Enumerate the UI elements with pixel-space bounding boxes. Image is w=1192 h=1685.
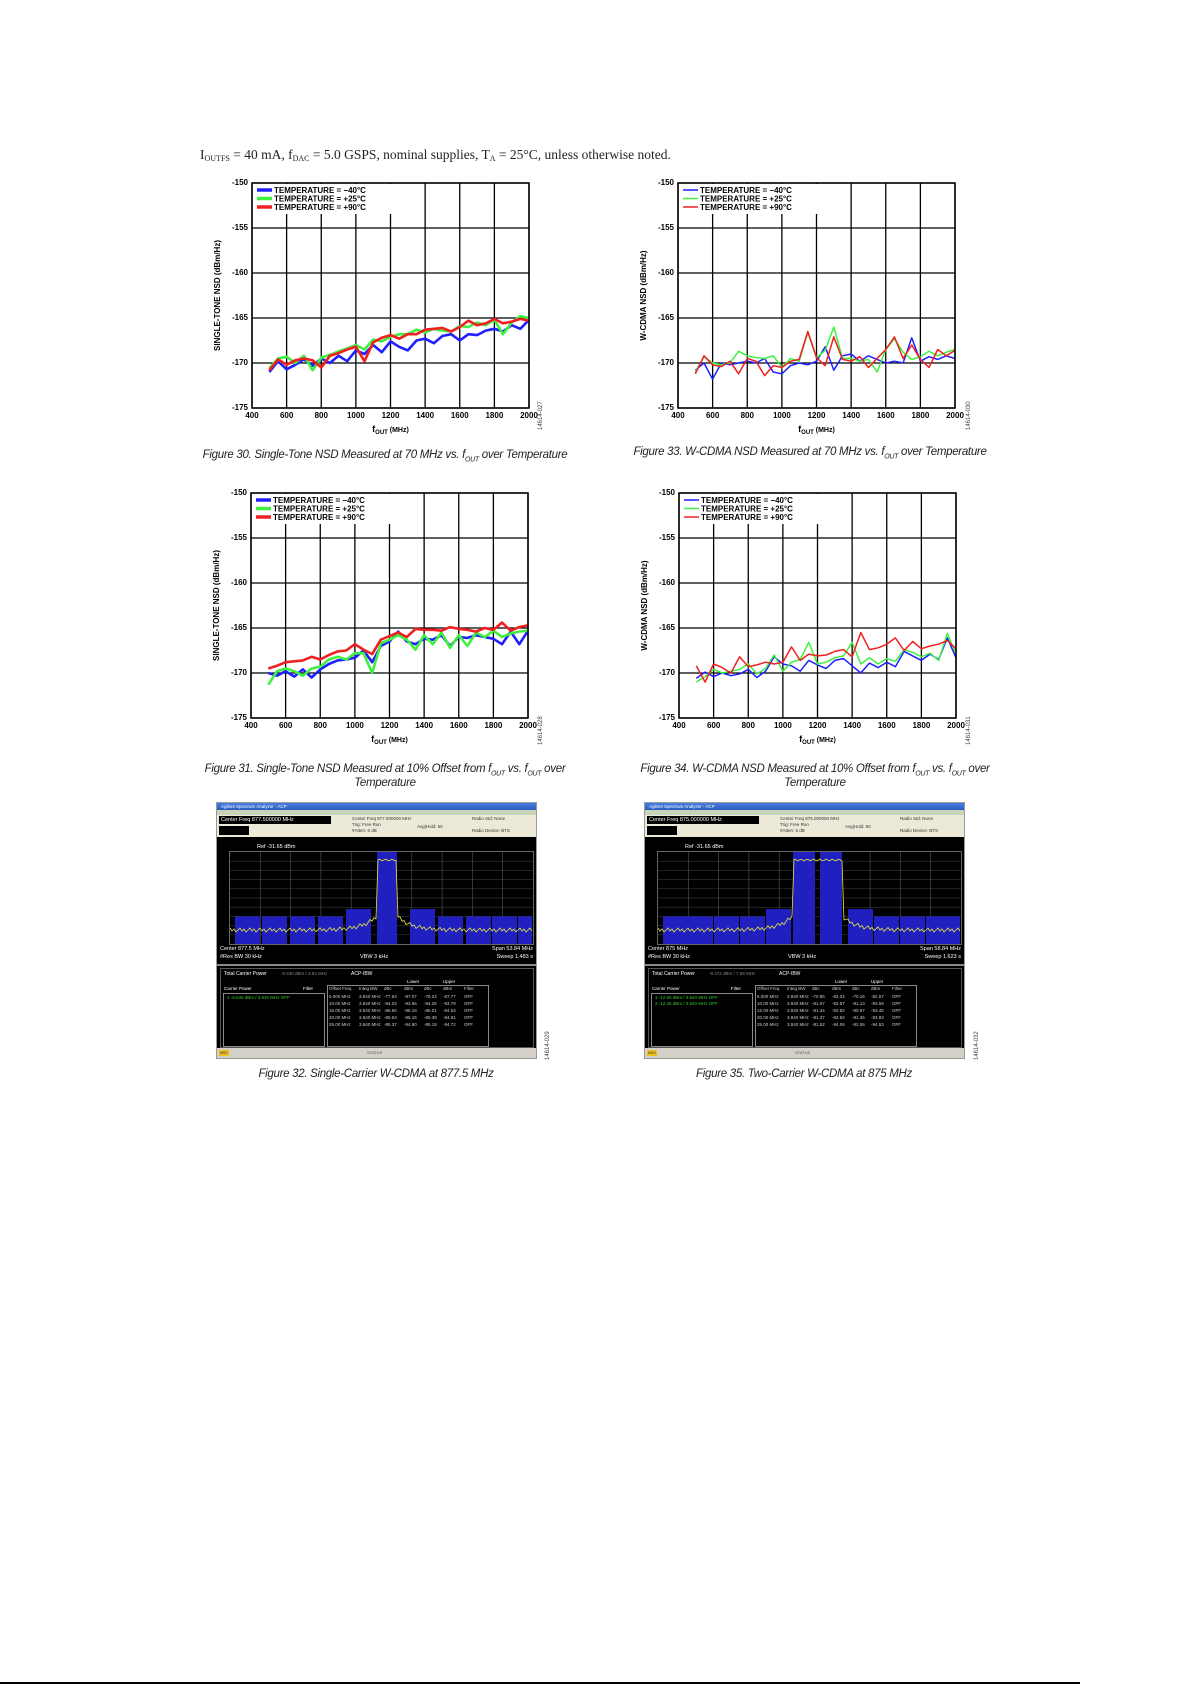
acp-cell: 3.840 MHz — [359, 1001, 381, 1006]
hdr-trig: Trig: Free Run — [352, 822, 381, 827]
spectrum-analyzer-screenshot-fig35 — [644, 802, 965, 1059]
channel-power-bar — [820, 852, 842, 944]
acp-cell: OFF — [892, 1022, 901, 1027]
y-tick-label: -170 — [658, 668, 675, 677]
acp-cell: 3.840 MHz — [787, 1022, 809, 1027]
y-tick-label: -160 — [658, 578, 675, 587]
upper-label: Upper — [871, 979, 884, 984]
caption-figure-32: Figure 32. Single-Carrier W-CDMA at 877.5 MHz — [258, 1068, 494, 1080]
x-tick-label: 1800 — [484, 721, 503, 730]
acp-cell: -77.54 — [384, 994, 397, 999]
test-conditions: $I_{OUTFS} = 40$ mA, $f_{DAC} = 5.0$ GSPS, nominal supplies, $T_A = 25^\circ C$, unless otherwise noted. — [200, 147, 671, 163]
acp-cell: OFF — [464, 1022, 473, 1027]
measurement-header — [217, 815, 536, 837]
carrier-row: 1 -9.530 dBm / 3.840 MHz OFF — [227, 995, 290, 1000]
carrier-power-label: Carrier Power — [652, 986, 680, 991]
x-tick-label: 600 — [705, 411, 720, 420]
acp-cell: 3.840 MHz — [787, 1001, 809, 1006]
y-tick-label: -155 — [231, 223, 248, 232]
carrier-power-label: Carrier Power — [224, 986, 252, 991]
x-tick-label: 1400 — [416, 411, 435, 420]
acp-column-header: Integ BW — [359, 986, 378, 991]
status-text: STATUS — [795, 1050, 811, 1055]
acp-cell: 15.00 MHz — [329, 1008, 351, 1013]
series-line-plus25c — [269, 316, 529, 370]
acp-cell: -94.72 — [443, 1022, 456, 1027]
figure-code: 14614-032 — [974, 1031, 980, 1060]
acp-column-header: dBm — [404, 986, 414, 991]
acp-cell: -93.83 — [871, 1015, 884, 1020]
x-tick-label: 1000 — [772, 411, 791, 420]
legend-label: TEMPERATURE = +90°C — [700, 203, 792, 212]
y-tick-label: -165 — [658, 623, 675, 632]
hdr-center: Center Freq 875.000000 MHz — [780, 816, 840, 821]
x-axis-title: $f_{OUT}$ $^{(MHz)}$ — [372, 424, 409, 436]
acp-cell: 25.00 MHz — [757, 1022, 779, 1027]
acp-cell: OFF — [892, 1015, 901, 1020]
acp-cell: -93.79 — [443, 1001, 456, 1006]
y-tick-label: -175 — [230, 713, 247, 722]
acp-cell: -93.59 — [871, 1001, 884, 1006]
y-tick-label: -155 — [657, 223, 674, 232]
acp-column-header: dBc — [384, 986, 392, 991]
footer-rule — [0, 1682, 1080, 1684]
x-tick-label: 400 — [671, 411, 685, 420]
acp-cell: -84.26 — [424, 1001, 437, 1006]
acp-cell: -70.85 — [812, 994, 825, 999]
vbw-label: VBW 3 kHz — [788, 954, 817, 960]
y-tick-label: -170 — [231, 358, 248, 367]
ref-level: Ref -31.65 dBm — [257, 844, 296, 850]
y-axis-title: SINGLE-TONE NSD (dBm/Hz) — [212, 550, 221, 661]
acp-cell: -94.54 — [443, 1008, 456, 1013]
acp-column-header: Offset Freq — [757, 986, 780, 991]
acp-cell: OFF — [892, 994, 901, 999]
series-line-plus90c — [695, 332, 955, 376]
hdr-atten: #Atten: 6 dB — [352, 828, 377, 833]
y-tick-label: -165 — [657, 313, 674, 322]
acp-cell: 3.840 MHz — [787, 1015, 809, 1020]
acp-column-header: dBc — [424, 986, 432, 991]
x-tick-label: 2000 — [519, 721, 537, 730]
acp-cell: -93.82 — [832, 1015, 845, 1020]
spectrum-plot — [229, 851, 534, 945]
filter-label: Filter — [303, 986, 313, 991]
figure-code: 14614-027 — [538, 401, 544, 430]
acp-cell: -81.07 — [812, 1001, 825, 1006]
x-tick-label: 400 — [244, 721, 258, 730]
acp-column-header: dBm — [871, 986, 881, 991]
acp-cell: -81.36 — [852, 1015, 865, 1020]
acp-cell: -85.63 — [384, 1015, 397, 1020]
acp-cell: -94.53 — [871, 1022, 884, 1027]
x-tick-label: 1400 — [842, 411, 861, 420]
acp-column-header: dBm — [443, 986, 453, 991]
acp-cell: -83.34 — [832, 994, 845, 999]
status-bar — [217, 1048, 536, 1058]
y-tick-label: -175 — [231, 403, 248, 412]
y-tick-label: -150 — [231, 178, 248, 187]
y-tick-label: -160 — [230, 578, 247, 587]
acp-ibw-label: ACP-IBW — [351, 971, 373, 977]
msg-indicator: MSG — [648, 1051, 656, 1055]
carrier-row: 1 -12.50 dBm / 3.840 MHz OFF — [655, 995, 718, 1000]
hdr-avg: Avg|Hold: 50 — [417, 824, 443, 829]
x-tick-label: 1000 — [346, 411, 365, 420]
channel-power-bar — [377, 852, 397, 944]
acp-cell: 3.840 MHz — [787, 1008, 809, 1013]
series-line-plus90c — [268, 623, 528, 669]
legend-label: TEMPERATURE = +25°C — [700, 194, 792, 204]
y-tick-label: -165 — [231, 313, 248, 322]
x-tick-label: 1800 — [911, 411, 930, 420]
acp-ibw-label: ACP-IBW — [779, 971, 801, 977]
acp-cell: -85.19 — [424, 1022, 437, 1027]
acp-cell: 5.000 MHz — [757, 994, 779, 999]
y-tick-label: -175 — [658, 713, 675, 722]
res-bw-label: #Res BW 30 kHz — [648, 954, 690, 960]
window-title: Agilent Spectrum Analyzer - ACP — [217, 803, 536, 810]
x-tick-label: 1000 — [773, 721, 792, 730]
x-tick-label: 1200 — [808, 721, 827, 730]
acp-cell: -95.16 — [404, 1015, 417, 1020]
acp-cell: 25.00 MHz — [329, 1022, 351, 1027]
x-tick-label: 400 — [245, 411, 259, 420]
acp-cell: -85.65 — [384, 1008, 397, 1013]
acp-cell: -95.18 — [404, 1008, 417, 1013]
acp-cell: -94.91 — [443, 1015, 456, 1020]
acp-column-header: Filter — [464, 986, 474, 991]
acp-column-header: dBc — [852, 986, 860, 991]
x-tick-label: 800 — [740, 411, 754, 420]
center-freq-display: Center Freq 877.500000 MHz — [219, 816, 331, 824]
acp-cell: -70.16 — [852, 994, 865, 999]
legend-label: TEMPERATURE = +25°C — [701, 504, 793, 514]
x-tick-label: 600 — [278, 721, 293, 730]
y-tick-label: -160 — [657, 268, 674, 277]
filter-label: Filter — [731, 986, 741, 991]
x-tick-label: 800 — [313, 721, 327, 730]
x-axis-title: $f_{OUT}$ $^{(MHz)}$ — [798, 424, 835, 436]
hdr-center: Center Freq 877.500000 MHz — [352, 816, 412, 821]
legend-label: TEMPERATURE = +25°C — [273, 504, 365, 514]
x-axis-title: $f_{OUT}$ $^{(MHz)}$ — [799, 734, 836, 746]
hdr-radio-device: Radio Device: BTS — [900, 828, 939, 833]
channel-power-bar — [766, 909, 791, 944]
acp-cell: OFF — [892, 1008, 901, 1013]
x-tick-label: 800 — [741, 721, 755, 730]
y-tick-label: -150 — [658, 488, 675, 497]
acp-cell: OFF — [464, 1008, 473, 1013]
y-axis-title: W-CDMA NSD (dBm/Hz) — [639, 250, 648, 341]
acp-column-header: dBm — [832, 986, 842, 991]
acp-cell: 10.00 MHz — [329, 1001, 351, 1006]
acp-cell: OFF — [464, 994, 473, 999]
channel-power-bar — [793, 852, 815, 944]
total-carrier-power-value: -9.530 dBm / 3.84 MHz — [281, 971, 328, 976]
hdr-avg: Avg|Hold: 50 — [845, 824, 871, 829]
x-tick-label: 1600 — [877, 721, 896, 730]
sweep-label: Sweep 1.483 s — [496, 954, 533, 960]
y-tick-label: -170 — [657, 358, 674, 367]
spectrum-analyzer-screenshot-fig32 — [216, 802, 537, 1059]
hdr-radio-device: Radio Device: BTS — [472, 828, 511, 833]
y-tick-label: -175 — [657, 403, 674, 412]
window-title: Agilent Spectrum Analyzer - ACP — [645, 803, 964, 810]
center-label: Center 877.5 MHz — [220, 946, 265, 952]
acp-cell: -81.34 — [812, 1008, 825, 1013]
measurement-header — [645, 815, 964, 837]
legend-label: TEMPERATURE = −40°C — [273, 496, 365, 505]
chart-figure-30 — [202, 173, 552, 453]
y-tick-label: -150 — [230, 488, 247, 497]
acp-cell: -94.90 — [404, 1022, 417, 1027]
sweep-label: Sweep 1.623 s — [924, 954, 961, 960]
hdr-trig: Trig: Free Run — [780, 822, 809, 827]
acp-column-header: dBc — [812, 986, 820, 991]
acp-cell: 10.00 MHz — [757, 1001, 779, 1006]
hdr-radio-std: Radio Std: None — [472, 816, 506, 821]
acp-cell: -93.45 — [871, 1008, 884, 1013]
legend-label: TEMPERATURE = −40°C — [700, 186, 792, 195]
chart-figure-31 — [201, 483, 551, 763]
legend-label: TEMPERATURE = −40°C — [701, 496, 793, 505]
chart-figure-34 — [629, 483, 979, 763]
chart-figure-33 — [628, 173, 978, 453]
x-tick-label: 1400 — [415, 721, 434, 730]
figure-code: 14614-030 — [966, 401, 972, 430]
y-axis-title: W-CDMA NSD (dBm/Hz) — [640, 560, 649, 651]
x-tick-label: 2000 — [520, 411, 538, 420]
acp-cell: -78.24 — [424, 994, 437, 999]
acp-cell: -87.77 — [443, 994, 456, 999]
y-axis-title: SINGLE-TONE NSD (dBm/Hz) — [213, 240, 222, 351]
x-tick-label: 1600 — [876, 411, 895, 420]
caption-figure-34: Figure 34. W-CDMA NSD Measured at 10% Offset from $f_{OUT}$ vs. $f_{OUT}$ over Temperature — [640, 763, 990, 790]
caption-figure-30: Figure 30. Single-Tone NSD Measured at 70 MHz vs. $f_{OUT}$ over Temperature — [202, 449, 568, 464]
acp-column-header: Offset Freq — [329, 986, 352, 991]
legend-label: TEMPERATURE = +90°C — [273, 513, 365, 522]
ref-level: Ref -31.65 dBm — [685, 844, 724, 850]
y-tick-label: -160 — [231, 268, 248, 277]
x-tick-label: 1000 — [345, 721, 364, 730]
acp-cell: -84.03 — [384, 1001, 397, 1006]
x-tick-label: 1200 — [381, 411, 400, 420]
center-label: Center 875 MHz — [648, 946, 689, 952]
caption-figure-35: Figure 35. Two-Carrier W-CDMA at 875 MHz — [696, 1068, 912, 1080]
acp-cell: OFF — [464, 1001, 473, 1006]
acp-column-header: Filter — [892, 986, 902, 991]
lower-label: Lower — [407, 979, 420, 984]
acp-cell: 15.00 MHz — [757, 1008, 779, 1013]
legend-label: TEMPERATURE = −40°C — [274, 186, 366, 195]
total-carrier-power-label: Total Carrier Power — [224, 971, 267, 977]
carrier-row: 2 -12.45 dBm / 3.840 MHz OFF — [655, 1001, 718, 1006]
hdr-radio-std: Radio Std: None — [900, 816, 934, 821]
y-tick-label: -155 — [658, 533, 675, 542]
y-tick-label: -170 — [230, 668, 247, 677]
figure-code: 14614-031 — [966, 716, 972, 745]
acp-cell: 20.00 MHz — [757, 1015, 779, 1020]
acp-cell: -85.01 — [424, 1008, 437, 1013]
span-label: Span 53.84 MHz — [492, 946, 533, 952]
acp-cell: -94.06 — [832, 1022, 845, 1027]
acp-cell: -80.97 — [852, 1008, 865, 1013]
x-tick-label: 2000 — [946, 411, 964, 420]
status-bar — [645, 1048, 964, 1058]
acp-cell: OFF — [892, 1001, 901, 1006]
status-text: STATUS — [367, 1050, 383, 1055]
legend-label: TEMPERATURE = +25°C — [274, 194, 366, 204]
x-tick-label: 1600 — [449, 721, 468, 730]
figure-code: 14614-029 — [545, 1031, 551, 1060]
legend-label: TEMPERATURE = +90°C — [701, 513, 793, 522]
legend-label: TEMPERATURE = +90°C — [274, 203, 366, 212]
y-tick-label: -150 — [657, 178, 674, 187]
x-tick-label: 400 — [672, 721, 686, 730]
y-tick-label: -165 — [230, 623, 247, 632]
x-tick-label: 600 — [279, 411, 294, 420]
channel-power-bar — [410, 909, 435, 944]
x-tick-label: 1200 — [807, 411, 826, 420]
span-label: Span 58.84 MHz — [920, 946, 961, 952]
acp-cell: OFF — [464, 1015, 473, 1020]
acp-results-panel — [648, 968, 962, 1048]
vbw-label: VBW 3 kHz — [360, 954, 389, 960]
acp-cell: 3.840 MHz — [359, 1008, 381, 1013]
caption-figure-31: Figure 31. Single-Tone NSD Measured at 10% Offset from $f_{OUT}$ vs. $f_{OUT}$ over Temperature — [204, 763, 566, 790]
x-tick-label: 1800 — [912, 721, 931, 730]
acp-cell: -93.57 — [832, 1001, 845, 1006]
upper-label: Upper — [443, 979, 456, 984]
acp-cell: -82.57 — [871, 994, 884, 999]
x-tick-label: 600 — [706, 721, 721, 730]
series-line-minus40c — [696, 638, 956, 679]
acp-cell: -85.37 — [384, 1022, 397, 1027]
x-tick-label: 2000 — [947, 721, 965, 730]
hdr-atten: #Atten: 6 dB — [780, 828, 805, 833]
center-freq-display: Center Freq 875.000000 MHz — [647, 816, 759, 824]
spectrum-plot — [657, 851, 962, 945]
acp-cell: -93.56 — [404, 1001, 417, 1006]
acp-cell: -81.52 — [812, 1022, 825, 1027]
acp-cell: 3.840 MHz — [787, 994, 809, 999]
channel-power-bar — [740, 916, 765, 944]
x-tick-label: 1800 — [485, 411, 504, 420]
acp-cell: -87.07 — [404, 994, 417, 999]
acp-cell: -81.13 — [852, 1001, 865, 1006]
acp-cell: 5.000 MHz — [329, 994, 351, 999]
acp-cell: -82.06 — [852, 1022, 865, 1027]
x-axis-title: $f_{OUT}$ $^{(MHz)}$ — [371, 734, 408, 746]
acp-cell: -85.38 — [424, 1015, 437, 1020]
acp-cell: 20.00 MHz — [329, 1015, 351, 1020]
msg-indicator: MSG — [220, 1051, 228, 1055]
acp-cell: 3.840 MHz — [359, 1022, 381, 1027]
figure-code: 14614-028 — [538, 716, 544, 745]
acp-cell: -93.82 — [832, 1008, 845, 1013]
acp-column-header: Integ BW — [787, 986, 806, 991]
res-bw-label: #Res BW 30 kHz — [220, 954, 262, 960]
acp-cell: -81.37 — [812, 1015, 825, 1020]
caption-figure-33: Figure 33. W-CDMA NSD Measured at 70 MHz vs. $f_{OUT}$ over Temperature — [633, 446, 987, 461]
x-tick-label: 1200 — [380, 721, 399, 730]
acp-results-panel — [220, 968, 534, 1048]
x-tick-label: 1600 — [450, 411, 469, 420]
x-tick-label: 1400 — [843, 721, 862, 730]
total-carrier-power-label: Total Carrier Power — [652, 971, 695, 977]
acp-cell: 3.840 MHz — [359, 994, 381, 999]
acp-cell: 3.840 MHz — [359, 1015, 381, 1020]
y-tick-label: -155 — [230, 533, 247, 542]
x-tick-label: 800 — [314, 411, 328, 420]
lower-label: Lower — [835, 979, 848, 984]
total-carrier-power-value: -9.472 dBm / 7.68 MHz — [709, 971, 756, 976]
